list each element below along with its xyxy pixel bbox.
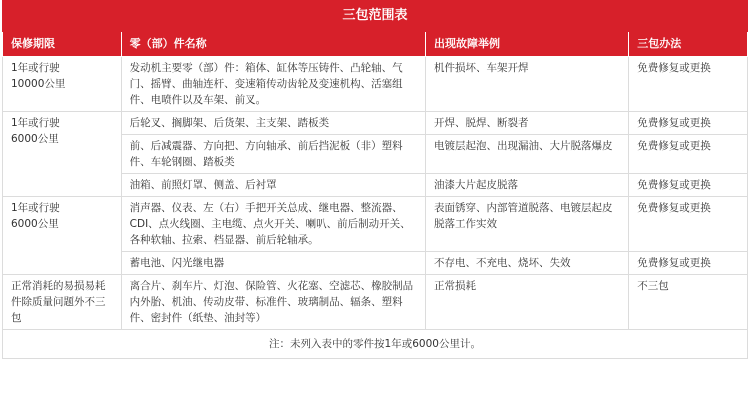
remedy-cell: 免费修复或更换 [629,174,748,197]
header-remedy: 三包办法 [629,32,748,57]
period-line: 1年或行驶 [11,202,60,214]
fault-cell: 电镀层起泡、出现漏油、大片脱落爆皮 [426,135,629,174]
period-line: 10000公里 [11,78,66,90]
period-line: 1年或行驶 [11,117,60,129]
fault-cell: 正常损耗 [426,275,629,330]
table-row [3,112,748,135]
table-note: 注：未列入表中的零件按1年或6000公里计。 [3,330,748,359]
parts-cell: 前、后减震器、方向把、方向轴承、前后挡泥板（非）塑料件、车轮钢圈、踏板类 [121,135,425,174]
warranty-table-container [2,0,748,359]
remedy-cell: 免费修复或更换 [629,197,748,252]
parts-cell: 离合片、刹车片、灯泡、保险管、火花塞、空滤芯、橡胶制品内外胎、机油、传动皮带、标准件、玻璃制品、辐条、塑料件、密封件（纸垫、油封等） [121,275,425,330]
table-row [3,57,748,112]
header-fault-example: 出现故障举例 [426,32,629,57]
table-row [3,275,748,330]
fault-cell: 机件损坏、车架开焊 [426,57,629,112]
period-line: 正常消耗的易损易耗件除质量问题外不三包 [11,280,106,324]
period-cell [3,57,122,112]
remedy-cell: 免费修复或更换 [629,57,748,112]
parts-cell: 发动机主要零（部）件：箱体、缸体等压铸件、凸轮轴、气门、摇臂、曲轴连杆、变速箱传动齿轮及变速机构、活塞组件、电喷件以及车架、前叉。 [121,57,425,112]
remedy-cell: 免费修复或更换 [629,252,748,275]
fault-cell: 油漆大片起皮脱落 [426,174,629,197]
period-cell [3,197,122,275]
period-line: 6000公里 [11,133,59,145]
period-line: 6000公里 [11,218,59,230]
table-row [3,197,748,252]
table-title-row [3,1,748,32]
remedy-cell: 免费修复或更换 [629,135,748,174]
period-cell [3,112,122,197]
remedy-cell: 不三包 [629,275,748,330]
fault-cell: 开焊、脱焊、断裂者 [426,112,629,135]
remedy-cell: 免费修复或更换 [629,112,748,135]
parts-cell: 油箱、前照灯罩、侧盖、后衬罩 [121,174,425,197]
period-cell [3,275,122,330]
warranty-scope-table [2,0,748,359]
table-note-row [3,330,748,359]
parts-cell: 消声器、仪表、左（右）手把开关总成、继电器、整流器、CDI、点火线圈、主电缆、点火开关、喇叭、前后制动开关、各种软轴、拉索、档显器、前后轮轴承。 [121,197,425,252]
period-line: 1年或行驶 [11,62,60,74]
fault-cell: 表面锈穿、内部管道脱落、电镀层起皮脱落工作实效 [426,197,629,252]
fault-cell: 不存电、不充电、烧坏、失效 [426,252,629,275]
parts-cell: 蓄电池、闪光继电器 [121,252,425,275]
parts-cell: 后轮叉、搁脚架、后货架、主支架、踏板类 [121,112,425,135]
header-warranty-period: 保修期限 [3,32,122,57]
table-header-row [3,32,748,57]
header-part-name: 零（部）件名称 [121,32,425,57]
table-title: 三包范围表 [3,1,748,32]
